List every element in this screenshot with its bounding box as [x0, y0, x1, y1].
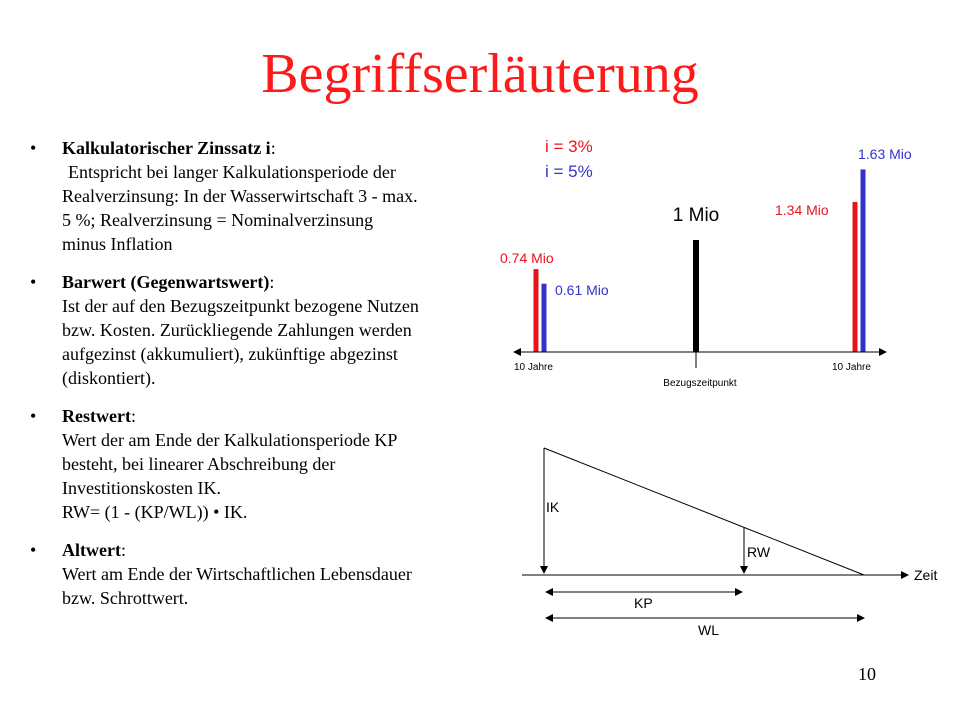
restwert-line-1: Wert der am Ende der Kalkulationsperiode KP	[62, 430, 398, 450]
bar-label-1-63-mio: 1.63 Mio	[858, 146, 912, 162]
barwert-line-1: Ist der auf den Bezugszeitpunkt bezogene Nutzen	[62, 296, 419, 316]
axis-label-left: 10 Jahre	[514, 362, 553, 373]
barwert-line-2: bzw. Kosten. Zurückliegende Zahlungen werden	[62, 320, 412, 340]
label-kp: KP	[634, 595, 653, 611]
legend-i3: i = 3%	[545, 137, 593, 156]
slide-title: Begriffserläuterung	[261, 43, 699, 105]
barwert-line-4: (diskontiert).	[62, 368, 156, 388]
restwert-line-4: RW= (1 - (KP/WL)) • IK.	[62, 502, 248, 522]
term-altwert: Altwert	[62, 540, 121, 560]
label-rw: RW	[747, 544, 771, 560]
bullet-restwert: • Restwert: Wert der am Ende der Kalkulationsperiode KP besteht, bei linearer Abschreibung der Investitionskosten IK. RW= (1 - (KP/WL)) • IK.	[30, 404, 490, 524]
label-ik: IK	[546, 499, 560, 515]
page-number: 10	[858, 664, 876, 684]
bar-0-74-mio	[534, 269, 539, 352]
bullet-altwert: • Altwert: Wert am Ende der Wirtschaftlichen Lebensdauer bzw. Schrottwert.	[30, 538, 490, 610]
term-restwert: Restwert	[62, 406, 131, 426]
bar-label-1-mio: 1 Mio	[672, 205, 720, 226]
term-zinssatz: Kalkulatorischer Zinssatz i	[62, 138, 271, 158]
altwert-line-2: bzw. Schrottwert.	[62, 588, 189, 608]
zinssatz-line-2: Realverzinsung: In der Wasserwirtschaft 3 - max.	[62, 186, 418, 206]
bar-1-34-mio	[853, 202, 858, 352]
zinssatz-line-4: minus Inflation	[62, 234, 173, 254]
bar-0-61-mio	[542, 284, 547, 352]
axis-label-right: 10 Jahre	[832, 362, 871, 373]
bullet-dot: •	[30, 406, 37, 426]
bar-label-1-34-mio: 1.34 Mio	[775, 202, 829, 218]
barwert-line-3: aufgezinst (akkumuliert), zukünftige abgezinst	[62, 344, 398, 364]
label-zeit: Zeit	[914, 567, 938, 583]
bullet-zinssatz: • Kalkulatorischer Zinssatz i: Entspricht bei langer Kalkulationsperiode der Realverzinsung: In der Wasserwirtschaft 3 - max. 5 %; Realverzinsung = Nominalverzinsung minus Inflation	[30, 136, 490, 256]
bar-1-63-mio	[861, 169, 866, 352]
legend-i5: i = 5%	[545, 162, 593, 181]
bullet-dot: •	[30, 138, 37, 158]
depreciation-line	[544, 448, 864, 575]
barwert-chart	[500, 130, 960, 390]
zinssatz-line-1: Entspricht bei langer Kalkulationsperiode der	[68, 162, 396, 182]
bullet-dot: •	[30, 540, 37, 560]
axis-label-center: Bezugszeitpunkt	[663, 378, 737, 389]
altwert-line-1: Wert am Ende der Wirtschaftlichen Lebensdauer	[62, 564, 412, 584]
bullet-list	[30, 136, 490, 624]
zinssatz-line-3: 5 %; Realverzinsung = Nominalverzinsung	[62, 210, 374, 230]
bullet-barwert: • Barwert (Gegenwartswert): Ist der auf den Bezugszeitpunkt bezogene Nutzen bzw. Kosten. Zurückliegende Zahlungen werden aufgezinst (akkumuliert), zukünftige abgezinst (diskontiert).	[30, 270, 490, 390]
bullet-dot: •	[30, 272, 37, 292]
bar-1-mio	[693, 240, 699, 352]
term-barwert: Barwert (Gegenwartswert)	[62, 272, 270, 292]
restwert-diagram	[510, 440, 950, 650]
label-wl: WL	[698, 622, 719, 638]
restwert-line-2: besteht, bei linearer Abschreibung der	[62, 454, 336, 474]
bar-label-0-74-mio: 0.74 Mio	[500, 250, 554, 266]
restwert-line-3: Investitionskosten IK.	[62, 478, 221, 498]
bar-label-0-61-mio: 0.61 Mio	[555, 282, 609, 298]
